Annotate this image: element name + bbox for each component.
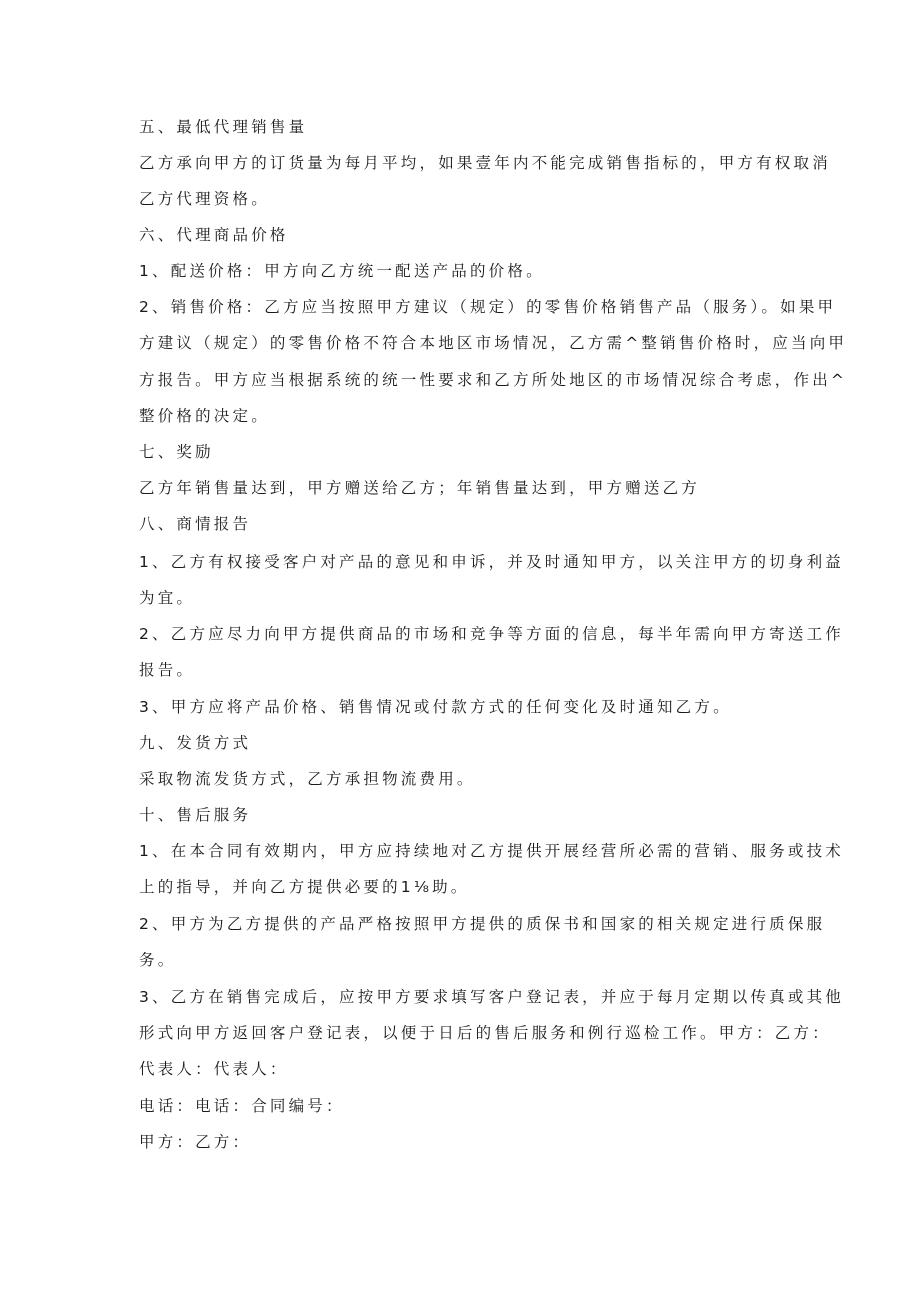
paragraph-line: 务。 xyxy=(139,951,177,969)
section-heading-shipping: 九、发货方式 xyxy=(139,734,252,752)
signature-phone-contract-number: 电话：电话：合同编号： xyxy=(139,1097,345,1115)
paragraph-line: 1、配送价格：甲方向乙方统一配送产品的价格。 xyxy=(139,262,545,280)
paragraph-line: 报告。 xyxy=(139,661,196,679)
paragraph-line: 形式向甲方返回客户登记表，以便于日后的售后服务和例行巡检工作。甲方：乙方： xyxy=(139,1024,831,1042)
paragraph-line: 乙方代理资格。 xyxy=(139,190,270,208)
paragraph-line: 2、甲方为乙方提供的产品严格按照甲方提供的质保书和国家的相关规定进行质保服 xyxy=(139,915,826,933)
section-heading-product-price: 六、代理商品价格 xyxy=(139,226,289,244)
paragraph-line: 方报告。甲方应当根据系统的统一性要求和乙方所处地区的市场情况综合考虑，作出^ xyxy=(139,371,848,389)
paragraph-line: 为宜。 xyxy=(139,589,196,607)
paragraph-line: 3、乙方在销售完成后，应按甲方要求填写客户登记表，并应于每月定期以传真或其他 xyxy=(139,988,844,1006)
paragraph-line: 1、在本合同有效期内，甲方应持续地对乙方提供开展经营所必需的营销、服务或技术 xyxy=(139,842,844,860)
paragraph-line: 1、乙方有权接受客户对产品的意见和申诉，并及时通知甲方，以关注甲方的切身利益 xyxy=(139,553,844,571)
paragraph-line: 2、销售价格：乙方应当按照甲方建议（规定）的零售价格销售产品（服务）。如果甲 xyxy=(139,298,837,316)
paragraph-line: 方建议（规定）的零售价格不符合本地区市场情况，乙方需^整销售价格时，应当向甲 xyxy=(139,334,848,352)
section-heading-minimum-sales: 五、最低代理销售量 xyxy=(139,118,308,136)
section-heading-after-sales: 十、售后服务 xyxy=(139,806,252,824)
paragraph-line: 2、乙方应尽力向甲方提供商品的市场和竞争等方面的信息，每半年需向甲方寄送工作 xyxy=(139,625,844,643)
paragraph-line: 3、甲方应将产品价格、销售情况或付款方式的任何变化及时通知乙方。 xyxy=(139,698,732,716)
paragraph-line: 采取物流发货方式，乙方承担物流费用。 xyxy=(139,770,476,788)
paragraph-line: 乙方承向甲方的订货量为每月平均，如果壹年内不能完成销售指标的，甲方有权取消 xyxy=(139,154,831,172)
signature-representatives: 代表人：代表人： xyxy=(139,1060,289,1078)
paragraph-line: 上的指导，并向乙方提供必要的1⅛助。 xyxy=(139,878,470,896)
paragraph-line: 乙方年销售量达到，甲方赠送给乙方；年销售量达到，甲方赠送乙方 xyxy=(139,479,701,497)
section-heading-reward: 七、奖励 xyxy=(139,443,214,461)
section-heading-market-report: 八、商情报告 xyxy=(139,515,252,533)
paragraph-line: 整价格的决定。 xyxy=(139,407,270,425)
signature-parties: 甲方：乙方： xyxy=(139,1133,252,1151)
